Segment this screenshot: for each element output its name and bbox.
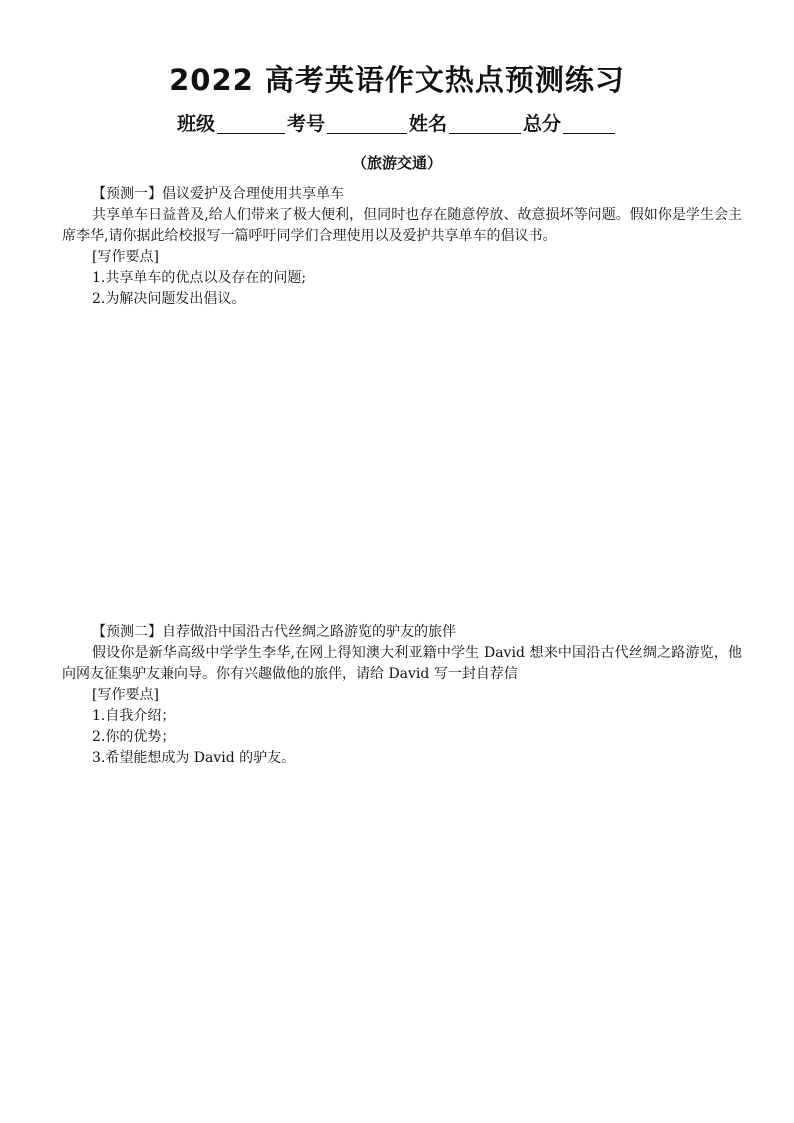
student-info-row: [0, 110, 794, 138]
prediction-two-points-label: [写作要点]: [92, 687, 159, 703]
score-blank[interactable]: [563, 113, 615, 134]
exam-no-label: 考号: [286, 113, 325, 135]
prediction-two-point-3: 3.希望能想成为 David 的驴友。: [92, 750, 296, 766]
section-subtitle: （旅游交通）: [351, 154, 442, 172]
page-title: 2022 高考英语作文热点预测练习: [169, 63, 625, 97]
exam-no-blank[interactable]: [327, 113, 407, 134]
name-field: [409, 110, 523, 138]
score-field: [523, 110, 617, 138]
prediction-two-point-2: 2.你的优势；: [92, 729, 176, 745]
class-blank[interactable]: [217, 113, 285, 134]
name-label: 姓名: [409, 113, 448, 135]
prediction-two-point-1: 1.自我介绍；: [92, 708, 176, 724]
name-blank[interactable]: [449, 113, 521, 134]
class-field: [177, 110, 287, 138]
prediction-two-heading: 【预测二】自荐做沿中国沿古代丝绸之路游览的驴友的旅伴: [92, 624, 456, 640]
class-label: 班级: [176, 113, 215, 135]
prediction-one-points-label: [写作要点]: [92, 249, 159, 265]
prediction-one-point-1: 1.共享单车的优点以及存在的问题;: [92, 270, 307, 286]
prediction-one-heading: 【预测一】倡议爱护及合理使用共享单车: [92, 186, 344, 202]
prediction-one-section: [62, 184, 742, 310]
prediction-one-body: 共享单车日益普及,给人们带来了极大便利，但同时也存在随意停放、故意损坏等问题。假如你是学生会主席李华,请你据此给校报写一篇呼吁同学们合理使用以及爱护共享单车的倡议书。: [62, 207, 742, 244]
prediction-two-body: 假设你是新华高级中学学生李华,在网上得知澳大利亚籍中学生 David 想来中国沿古代丝绸之路游览，他向网友征集驴友兼向导。你有兴趣做他的旅伴，请给 David 写一封自荐信: [62, 645, 742, 682]
exam-no-field: [287, 110, 409, 138]
score-label: 总分: [523, 113, 562, 135]
prediction-two-section: [62, 622, 742, 769]
prediction-one-point-2: 2.为解决问题发出倡议。: [92, 291, 246, 307]
